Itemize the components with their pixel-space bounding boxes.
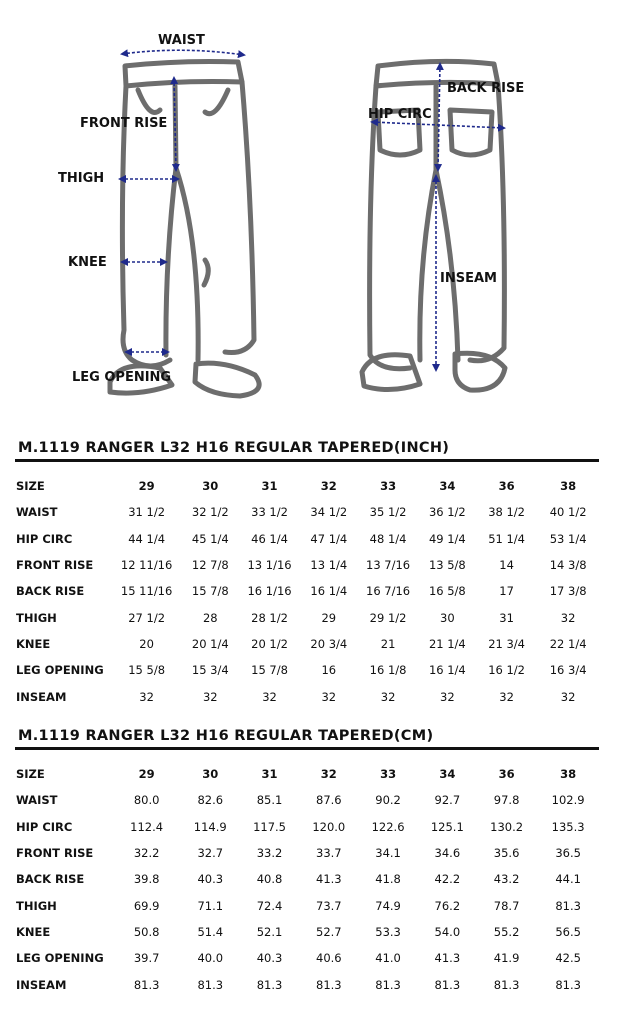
cm-size-table — [16, 761, 600, 998]
table-cell: 35.6 — [493, 846, 520, 861]
table-cell: 81.3 — [375, 977, 401, 992]
table-cell: 53.3 — [375, 924, 401, 939]
table-cell: 32 1/2 — [191, 505, 229, 520]
table-cell: 39.8 — [133, 872, 160, 887]
table-cell: 33.2 — [256, 846, 283, 861]
table-cell: 32 — [202, 689, 218, 704]
table-cell: 27 1/2 — [128, 610, 166, 625]
waist-label: WAIST — [158, 33, 205, 48]
table-cell: 81.3 — [493, 977, 520, 992]
table-cell: 38 1/2 — [488, 505, 525, 520]
table-cell: 20 1/4 — [191, 636, 229, 651]
table-cell: 32 — [440, 689, 455, 704]
table-cell: 16 1/2 — [488, 663, 525, 678]
table-row — [16, 526, 600, 552]
table-cell: 72.4 — [256, 898, 283, 913]
table-cell: 82.6 — [197, 793, 224, 808]
table-row — [16, 578, 600, 604]
size-column-header: 29 — [138, 479, 155, 494]
front-rise-label: FRONT RISE — [80, 116, 168, 131]
table-cell: 33 1/2 — [251, 505, 288, 520]
table-cell: 34 1/2 — [310, 505, 348, 520]
size-column-header: 34 — [439, 479, 456, 494]
inch-title-divider — [15, 459, 599, 462]
table-cell: 32 — [139, 689, 154, 704]
size-column-header: 30 — [202, 767, 219, 782]
table-row — [16, 683, 600, 709]
table-cell: 13 7/16 — [366, 558, 411, 573]
table-row — [16, 631, 600, 657]
table-cell: 30 — [440, 610, 455, 625]
table-cell: 39.7 — [133, 951, 160, 966]
table-cell: 13 1/16 — [247, 558, 292, 573]
measurement-name-cell: KNEE — [16, 636, 51, 651]
size-header-cell: SIZE — [16, 479, 45, 494]
table-row — [16, 892, 600, 918]
knee-label: KNEE — [68, 255, 107, 270]
table-cell: 36.5 — [555, 846, 581, 861]
table-cell: 13 5/8 — [428, 558, 466, 573]
table-cell: 35 1/2 — [369, 505, 407, 520]
measurement-name-cell: LEG OPENING — [16, 663, 104, 678]
table-cell: 55.2 — [493, 924, 520, 939]
table-cell: 81.3 — [256, 977, 283, 992]
table-cell: 42.5 — [555, 951, 581, 966]
table-cell: 32 — [560, 689, 576, 704]
table-cell: 15 5/8 — [128, 663, 166, 678]
table-cell: 45 1/4 — [191, 531, 229, 546]
table-cell: 74.9 — [375, 898, 401, 913]
size-column-header: 36 — [498, 479, 515, 494]
table-row — [16, 787, 600, 813]
table-cell: 17 — [499, 584, 514, 599]
table-cell: 41.9 — [493, 951, 520, 966]
table-cell: 90.2 — [375, 793, 401, 808]
table-cell: 41.3 — [434, 951, 461, 966]
table-cell: 32.2 — [133, 846, 160, 861]
size-column-header: 33 — [380, 767, 397, 782]
size-column-header: 30 — [202, 479, 219, 494]
leg-opening-label: LEG OPENING — [72, 370, 172, 385]
table-cell: 16 — [321, 663, 337, 678]
table-cell: 40.3 — [256, 951, 283, 966]
table-cell: 69.9 — [133, 898, 160, 913]
table-cell: 92.7 — [434, 793, 461, 808]
size-column-header: 32 — [320, 479, 337, 494]
table-cell: 47 1/4 — [310, 531, 348, 546]
table-cell: 102.9 — [551, 793, 585, 808]
size-column-header: 36 — [498, 767, 515, 782]
measurement-name-cell: BACK RISE — [16, 584, 85, 599]
table-cell: 41.8 — [375, 872, 401, 887]
measurement-name-cell: THIGH — [16, 610, 57, 625]
table-cell: 14 3/8 — [549, 558, 587, 573]
table-cell: 36 1/2 — [428, 505, 466, 520]
table-row — [16, 604, 600, 630]
table-cell: 40.0 — [197, 951, 224, 966]
table-header-row — [16, 761, 600, 787]
measurement-name-cell: THIGH — [16, 898, 57, 913]
table-cell: 16 1/4 — [310, 584, 348, 599]
measurement-name-cell: FRONT RISE — [16, 558, 94, 573]
inch-size-table — [16, 473, 600, 710]
table-cell: 130.2 — [490, 819, 524, 834]
table-header-row — [16, 473, 600, 499]
table-row — [16, 919, 600, 945]
table-cell: 43.2 — [493, 872, 520, 887]
measurement-name-cell: HIP CIRC — [16, 819, 73, 834]
measurement-name-cell: WAIST — [16, 505, 58, 520]
table-cell: 34.1 — [375, 846, 401, 861]
table-cell: 32 — [499, 689, 514, 704]
table-cell: 16 7/16 — [366, 584, 411, 599]
table-cell: 16 5/8 — [428, 584, 466, 599]
table-row — [16, 866, 600, 892]
table-cell: 49 1/4 — [428, 531, 466, 546]
table-cell: 122.6 — [371, 819, 405, 834]
table-cell: 34.6 — [434, 846, 461, 861]
back-rise-label: BACK RISE — [447, 81, 525, 96]
table-cell: 28 1/2 — [251, 610, 288, 625]
table-cell: 13 1/4 — [310, 558, 348, 573]
table-cell: 41.0 — [375, 951, 401, 966]
cm-title-divider — [15, 747, 599, 750]
table-cell: 22 1/4 — [549, 636, 587, 651]
measurement-name-cell: HIP CIRC — [16, 531, 73, 546]
table-cell: 29 1/2 — [369, 610, 407, 625]
size-column-header: 34 — [439, 767, 456, 782]
size-column-header: 31 — [261, 479, 278, 494]
table-cell: 46 1/4 — [251, 531, 288, 546]
table-cell: 81.3 — [316, 977, 342, 992]
table-cell: 71.1 — [197, 898, 224, 913]
cm-table-title: M.1119 RANGER L32 H16 REGULAR TAPERED(CM) — [18, 728, 434, 744]
table-cell: 50.8 — [133, 924, 160, 939]
table-cell: 40 1/2 — [549, 505, 587, 520]
table-row — [16, 840, 600, 866]
table-cell: 117.5 — [253, 819, 286, 834]
table-cell: 135.3 — [551, 819, 585, 834]
table-cell: 81.3 — [555, 898, 581, 913]
table-cell: 16 3/4 — [549, 663, 587, 678]
table-cell: 32 — [560, 610, 576, 625]
table-cell: 21 3/4 — [488, 636, 525, 651]
table-row — [16, 552, 600, 578]
measurement-name-cell: KNEE — [16, 924, 51, 939]
table-cell: 17 3/8 — [549, 584, 587, 599]
table-cell: 81.3 — [555, 977, 581, 992]
measurement-name-cell: INSEAM — [16, 977, 67, 992]
table-cell: 40.3 — [197, 872, 224, 887]
inch-table-title: M.1119 RANGER L32 H16 REGULAR TAPERED(INCH) — [18, 440, 450, 456]
hip-circ-label: HIP CIRC — [368, 107, 432, 122]
measurement-name-cell: LEG OPENING — [16, 951, 104, 966]
table-cell: 16 1/4 — [428, 663, 466, 678]
table-cell: 53 1/4 — [549, 531, 587, 546]
table-cell: 85.1 — [256, 793, 283, 808]
table-cell: 41.3 — [316, 872, 342, 887]
table-cell: 81.3 — [133, 977, 160, 992]
table-cell: 52.1 — [256, 924, 283, 939]
table-cell: 32 — [380, 689, 396, 704]
table-cell: 73.7 — [316, 898, 342, 913]
table-cell: 33.7 — [316, 846, 342, 861]
table-cell: 78.7 — [493, 898, 520, 913]
table-cell: 40.8 — [256, 872, 283, 887]
front-pants-illustration — [110, 62, 259, 397]
size-column-header: 31 — [261, 767, 278, 782]
table-cell: 125.1 — [430, 819, 464, 834]
table-cell: 15 7/8 — [191, 584, 229, 599]
inseam-label: INSEAM — [440, 271, 497, 286]
table-cell: 51 1/4 — [488, 531, 525, 546]
table-cell: 20 — [139, 636, 154, 651]
waist-arrow — [122, 50, 244, 55]
measurement-name-cell: BACK RISE — [16, 872, 85, 887]
table-cell: 87.6 — [316, 793, 342, 808]
thigh-label: THIGH — [58, 171, 105, 186]
table-cell: 15 11/16 — [120, 584, 173, 599]
table-cell: 28 — [202, 610, 218, 625]
measurement-name-cell: WAIST — [16, 793, 58, 808]
table-row — [16, 971, 600, 997]
table-cell: 52.7 — [316, 924, 342, 939]
table-cell: 14 — [499, 558, 514, 573]
table-cell: 12 7/8 — [191, 558, 229, 573]
table-cell: 29 — [321, 610, 337, 625]
table-row — [16, 814, 600, 840]
size-column-header: 29 — [138, 767, 155, 782]
table-cell: 32 — [262, 689, 277, 704]
table-cell: 20 3/4 — [310, 636, 348, 651]
table-cell: 21 1/4 — [428, 636, 466, 651]
table-cell: 51.4 — [197, 924, 224, 939]
table-cell: 16 1/16 — [247, 584, 292, 599]
table-cell: 20 1/2 — [251, 636, 288, 651]
pants-measurement-diagram — [0, 0, 617, 410]
size-column-header: 32 — [320, 767, 337, 782]
table-cell: 44 1/4 — [128, 531, 166, 546]
table-cell: 16 1/8 — [369, 663, 407, 678]
table-cell: 80.0 — [133, 793, 160, 808]
table-row — [16, 499, 600, 525]
table-cell: 31 1/2 — [128, 505, 166, 520]
table-cell: 56.5 — [555, 924, 581, 939]
table-cell: 40.6 — [316, 951, 342, 966]
table-cell: 32.7 — [197, 846, 224, 861]
table-cell: 81.3 — [197, 977, 224, 992]
table-cell: 76.2 — [434, 898, 461, 913]
size-column-header: 38 — [560, 479, 577, 494]
table-cell: 15 3/4 — [191, 663, 229, 678]
size-column-header: 38 — [560, 767, 577, 782]
table-row — [16, 945, 600, 971]
size-column-header: 33 — [380, 479, 397, 494]
table-cell: 112.4 — [130, 819, 164, 834]
table-cell: 44.1 — [555, 872, 581, 887]
measurement-name-cell: INSEAM — [16, 689, 67, 704]
table-cell: 31 — [499, 610, 514, 625]
table-cell: 97.8 — [493, 793, 520, 808]
table-cell: 120.0 — [312, 819, 346, 834]
table-cell: 12 11/16 — [120, 558, 173, 573]
table-cell: 48 1/4 — [369, 531, 407, 546]
measurement-name-cell: FRONT RISE — [16, 846, 94, 861]
size-header-cell: SIZE — [16, 767, 45, 782]
table-cell: 15 7/8 — [251, 663, 288, 678]
table-row — [16, 657, 600, 683]
table-cell: 114.9 — [193, 819, 227, 834]
table-cell: 21 — [380, 636, 396, 651]
table-cell: 32 — [321, 689, 337, 704]
table-cell: 81.3 — [434, 977, 461, 992]
table-cell: 42.2 — [434, 872, 461, 887]
table-cell: 54.0 — [434, 924, 461, 939]
